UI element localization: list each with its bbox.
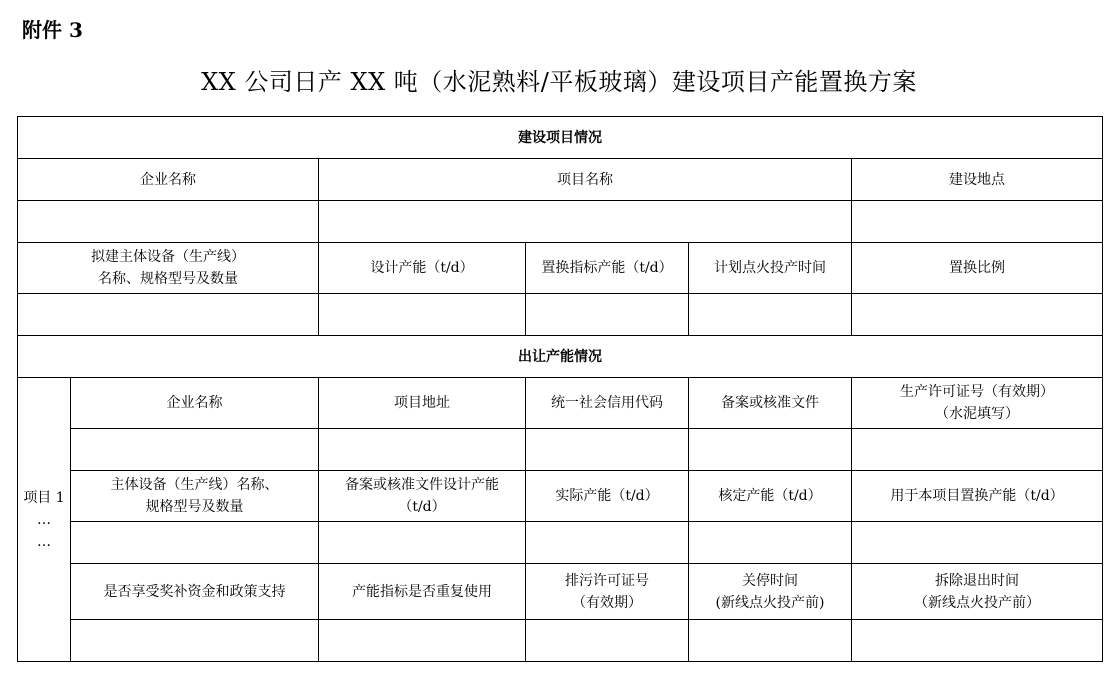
- cell-used-replacement-capacity[interactable]: [852, 522, 1103, 564]
- header-credit-code: 统一社会信用代码: [526, 378, 689, 429]
- header-project-address: 项目地址: [319, 378, 526, 429]
- project-1-label: [18, 378, 71, 662]
- section-build-header: 建设项目情况: [18, 117, 1103, 159]
- cell-build-location[interactable]: [852, 201, 1103, 243]
- cell-actual-capacity[interactable]: [526, 522, 689, 564]
- header-filed-design-capacity: [319, 471, 526, 522]
- header-pollution-permit-line2: （有效期）: [572, 594, 642, 611]
- cell-main-equipment[interactable]: [71, 522, 319, 564]
- cell-transfer-company-name[interactable]: [71, 429, 319, 471]
- header-production-license-line2: （水泥填写）: [935, 406, 1020, 422]
- header-used-replacement-capacity: 用于本项目置换产能（t/d）: [852, 471, 1103, 522]
- header-production-license-line1: 生产许可证号（有效期）: [900, 384, 1055, 400]
- header-main-equipment-line2: 规格型号及数量: [145, 499, 244, 515]
- cell-planned-ignition-time[interactable]: [689, 294, 852, 336]
- cell-planned-equipment[interactable]: [18, 294, 319, 336]
- header-shutdown-time-line2: (新线点火投产前): [715, 594, 825, 611]
- header-shutdown-time: [689, 564, 852, 620]
- header-replacement-ratio: 置换比例: [852, 243, 1103, 294]
- header-planned-equipment-line2: 名称、规格型号及数量: [98, 271, 238, 287]
- cell-subsidy-support[interactable]: [71, 620, 319, 662]
- header-demolish-time: [852, 564, 1103, 620]
- cell-filed-design-capacity[interactable]: [319, 522, 526, 564]
- header-pollution-permit-line1: 排污许可证号: [565, 572, 649, 589]
- header-demolish-time-line1: 拆除退出时间: [935, 572, 1020, 589]
- cell-replacement-index-capacity[interactable]: [526, 294, 689, 336]
- cell-production-license[interactable]: [852, 429, 1103, 471]
- header-company-name: 企业名称: [18, 159, 319, 201]
- header-filed-design-capacity-line2: （t/d）: [398, 499, 446, 515]
- cell-demolish-time[interactable]: [852, 620, 1103, 662]
- header-production-license: [852, 378, 1103, 429]
- header-planned-ignition-time: 计划点火投产时间: [689, 243, 852, 294]
- header-design-capacity: 设计产能（t/d）: [319, 243, 526, 294]
- cell-pollution-permit[interactable]: [526, 620, 689, 662]
- cell-shutdown-time[interactable]: [689, 620, 852, 662]
- cell-project-address[interactable]: [319, 429, 526, 471]
- cell-approved-capacity[interactable]: [689, 522, 852, 564]
- header-main-equipment-line1: 主体设备（生产线）名称、: [110, 477, 279, 493]
- header-replacement-index-capacity: 置换指标产能（t/d）: [526, 243, 689, 294]
- header-transfer-company-name: 企业名称: [71, 378, 319, 429]
- header-filed-design-capacity-line1: 备案或核准文件设计产能: [345, 477, 499, 493]
- header-shutdown-time-line1: 关停时间: [742, 572, 798, 589]
- header-subsidy-support: 是否享受奖补资金和政策支持: [71, 564, 319, 620]
- header-planned-equipment-line1: 拟建主体设备（生产线）: [91, 249, 245, 265]
- cell-credit-code[interactable]: [526, 429, 689, 471]
- cell-company-name[interactable]: [18, 201, 319, 243]
- document-title: XX 公司日产 XX 吨（水泥熟料/平板玻璃）建设项目产能置换方案: [201, 68, 917, 96]
- project-1-label-text: 项目 1: [23, 489, 65, 506]
- header-pollution-permit: [526, 564, 689, 620]
- cell-index-reuse[interactable]: [319, 620, 526, 662]
- cell-design-capacity[interactable]: [319, 294, 526, 336]
- section-transfer-header: 出让产能情况: [18, 336, 1103, 378]
- header-index-reuse: 产能指标是否重复使用: [319, 564, 526, 620]
- project-1-ellipsis-2: …: [37, 533, 51, 550]
- header-approved-capacity: 核定产能（t/d）: [689, 471, 852, 522]
- header-main-equipment: [71, 471, 319, 522]
- header-planned-equipment: [18, 243, 319, 294]
- capacity-replacement-table: [17, 116, 1103, 662]
- cell-project-name[interactable]: [319, 201, 852, 243]
- cell-replacement-ratio[interactable]: [852, 294, 1103, 336]
- project-1-ellipsis-1: …: [37, 511, 51, 528]
- cell-filing-document[interactable]: [689, 429, 852, 471]
- header-demolish-time-line2: （新线点火投产前）: [914, 594, 1041, 611]
- header-project-name: 项目名称: [319, 159, 852, 201]
- header-build-location: 建设地点: [852, 159, 1103, 201]
- attachment-label: 附件 3: [22, 18, 83, 42]
- header-filing-document: 备案或核准文件: [689, 378, 852, 429]
- header-actual-capacity: 实际产能（t/d）: [526, 471, 689, 522]
